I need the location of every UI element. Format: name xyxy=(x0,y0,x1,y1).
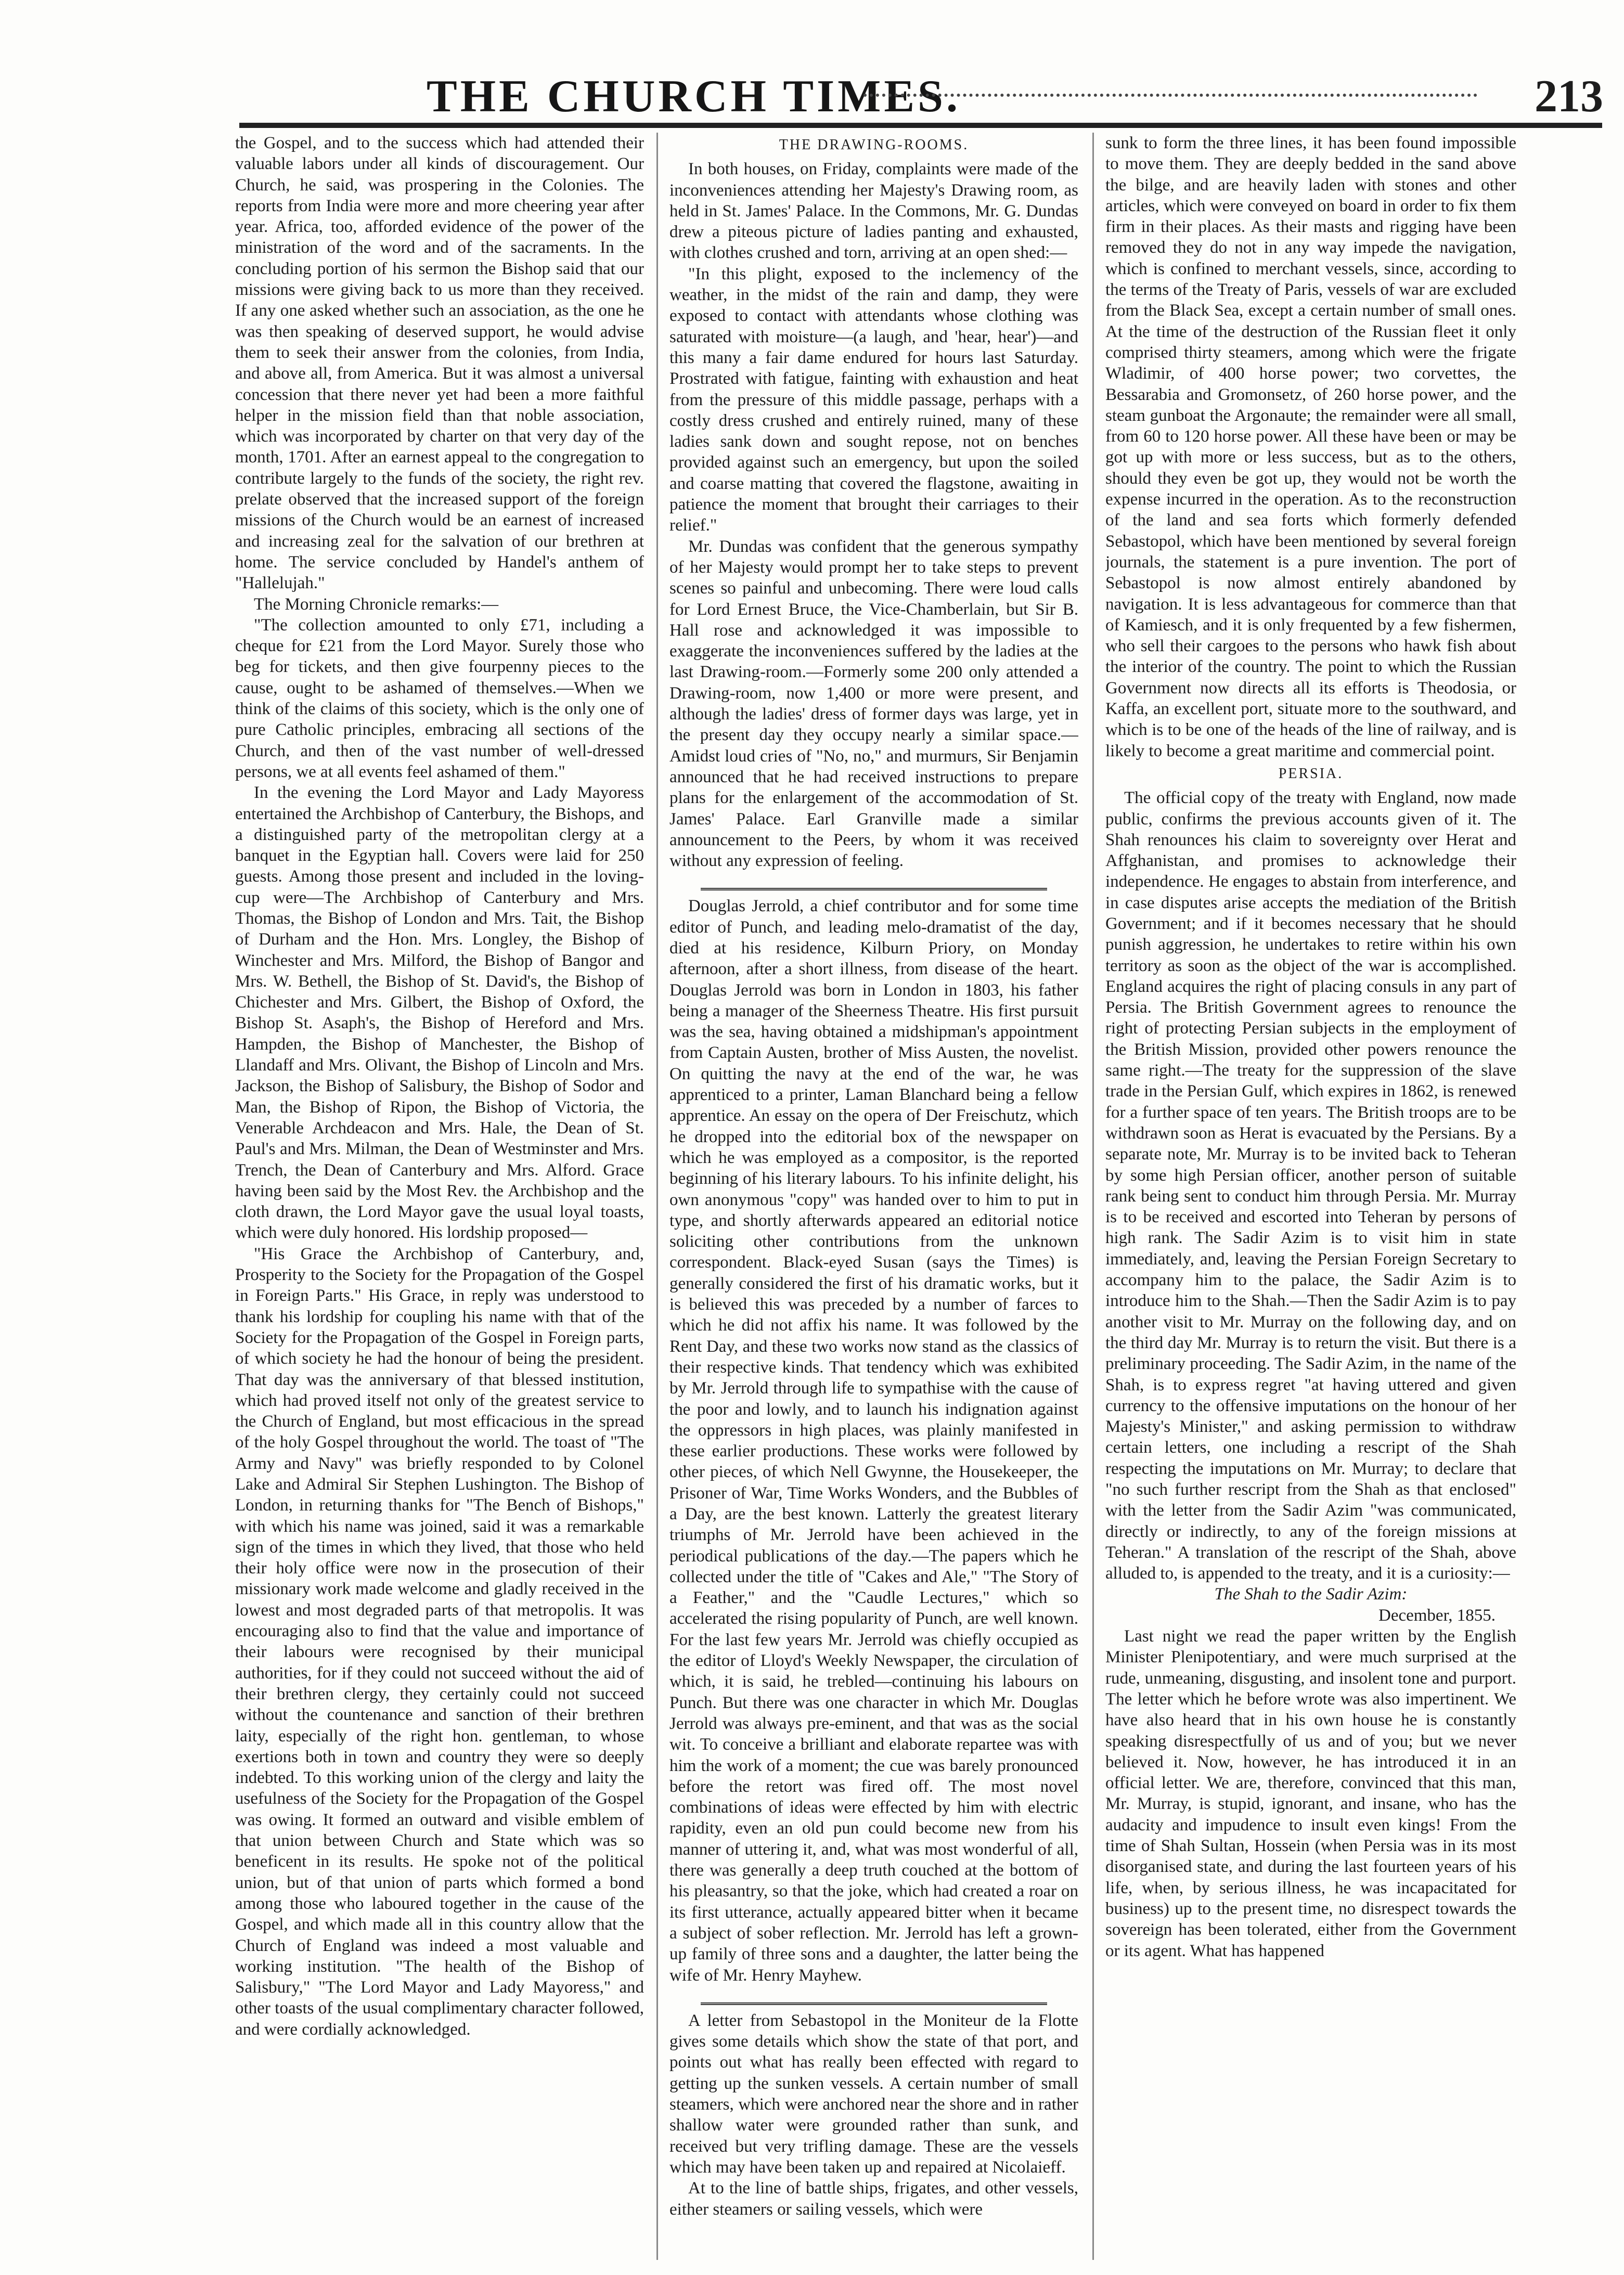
rescript-date: December, 1855. xyxy=(1378,1606,1496,1625)
article-paragraph: In the evening the Lord Mayor and Lady Mayoress entertained the Archbishop of Canterbury, the Bishops, and a distinguished party of the metropolitan clergy at a banquet in the Egyptian hall. Covers were laid for 250 guests. Among those present and included in the loving-cup were—The Archbishop of Canterbury and Mrs. Thomas, the Bishop of London and Mrs. Tait, the Bishop of Durham and the Hon. Mrs. Longley, the Bishop of Winchester and Mrs. Milford, the Bishop of Bangor and Mrs. W. Bethell, the Bishop of St. David's, the Bishop of Chichester and Mrs. Gilbert, the Bishop of Oxford, the Bishop St. Asaph's, the Bishop of Hereford and Mrs. Hampden, the Bishop of Manchester, the Bishop of Llandaff and Mrs. Olivant, the Bishop of Lincoln and Mrs. Jackson, the Bishop of Salisbury, the Bishop of Sodor and Man, the Bishop of Ripon, the Bishop of Victoria, the Venerable Archdeacon and Mrs. Hale, the Dean of St. Paul's and Mrs. Milman, the Dean of Westminster and Mrs. Trench, the Dean of Canterbury and Mrs. Alford. Grace having been said by the Most Rev. the Archbishop and the cloth drawn, the Lord Mayor gave the usual loyal toasts, which were duly honored. His lordship proposed— xyxy=(235,783,644,1243)
column-right xyxy=(1105,133,1516,2260)
article-paragraph: sunk to form the three lines, it has been found impossible to move them. They are deeply bedded in the sand above the bilge, and are heavily laden with stones and other articles, which were conveyed on board in order to fix them firm in their places. As their masts and rigging have been removed they do not in any way impede the navigation, which is confined to merchant vessels, since, according to the terms of the Treaty of Paris, vessels of war are excluded from the Black Sea, except a certain number of small ones. At the time of the destruction of the Russian fleet it only comprised thirty steamers, among which were the frigate Wladimir, of 400 horse power; two corvettes, the Bessarabia and Gromonsetz, of 260 horse power, and the steam gunboat the Argonaute; the remainder were all small, from 60 to 120 horse power. All these have been or may be got up with more or less success, but as to the others, should they even be got up, they would not be worth the expense incurred in the operation. As to the reconstruction of the land and sea forts which formerly defended Sebastopol, which have been mentioned by several foreign journals, the statement is a pure invention. The port of Sebastopol is now almost entirely abandoned by navigation. It is less advantageous for commerce than that of Kamiesch, and it is only frequented by a few fishermen, who sell their cargoes to the persons who hawk fish about the interior of the country. The point to which the Russian Government now directs all its efforts is Theodosia, or Kaffa, an excellent port, situate more to the southward, and which is to be one of the heads of the line of railway, and is likely to become a great maritime and commercial point. xyxy=(1105,134,1516,760)
article-paragraph: Mr. Dundas was confident that the generous sympathy of her Majesty would prompt her to take steps to prevent scenes so painful and unbecoming. There were loud calls for Lord Ernest Bruce, the Vice-Chamberlain, but Sir B. Hall rose and acknowledged it was impossible to exaggerate the inconveniences suffered by the ladies at the last Drawing-room.—Formerly some 200 only attended a Drawing-room, now 1,400 or more were present, and although the ladies' dress of former days was large, yet in the present day they occupy nearly a similar space.—Amidst loud cries of "No, no," and murmurs, Sir Benjamin announced that he had received instructions to prepare plans for the enlargement of the accommodation of St. James' Palace. Earl Granville made a similar announcement to the Peers, by whom it was received without any expression of feeling. xyxy=(669,537,1078,871)
section-heading: PERSIA. xyxy=(1278,765,1344,782)
section-heading: THE DRAWING-ROOMS. xyxy=(779,137,969,153)
article-paragraph: The official copy of the treaty with England, now made public, confirms the previous accounts given of it. The Shah renounces his claim to sovereignty over Herat and Affghanistan, and promises to acknowledge their independence. He engages to abstain from interference, and in case disputes arise accepts the mediation of the British Government; and if it becomes necessary that he should punish aggression, he undertakes to retire within his own territory as soon as the object of the war is accomplished. England acquires the right of placing consuls in any part of Persia. The British Government agrees to renounce the right of protecting Persian subjects in the employment of the British Mission, provided other powers renounce the same right.—The treaty for the suppression of the slave trade in the Persian Gulf, which expires in 1862, is renewed for a further space of ten years. The British troops are to be withdrawn soon as Herat is evacuated by the Persians. By a separate note, Mr. Murray is to be invited back to Teheran by some high Persian officer, another person of suitable rank being sent to conduct him through Persia. Mr. Murray is to be received and escorted into Teheran by persons of high rank. The Sadir Azim is to visit him in state immediately, and, leaving the Persian Foreign Secretary to accompany him to the palace, the Sadir Azim is to introduce him to the Shah.—Then the Sadir Azim is to pay another visit to Mr. Murray on the following day, and on the third day Mr. Murray is to return the visit. But there is a preliminary proceeding. The Sadir Azim, in the name of the Shah, is to express regret "at having uttered and given currency to the offensive imputations on the honour of her Majesty's Minister," and asking permission to withdraw certain letters, one including a rescript of the Shah respecting the imputations on Mr. Murray; to declare that "no such further rescript from the Shah as that enclosed" with the letter from the Sadir Azim "was communicated, directly or indirectly, to any of the foreign missions at Teheran." A translation of the rescript of the Shah, above alluded to, is appended to the treaty, and it is a curiosity:— xyxy=(1105,789,1516,1583)
rescript-heading: The Shah to the Sadir Azim: xyxy=(1214,1585,1408,1604)
article-paragraph: In both houses, on Friday, complaints were made of the inconveniences attending her Majesty's Drawing room, as held in St. James' Palace. In the Commons, Mr. G. Dundas drew a piteous picture of ladies panting and exhausted, with clothes crushed and torn, arriving at an open shed:— xyxy=(669,160,1078,263)
article-paragraph: The Morning Chronicle remarks:— xyxy=(254,594,499,614)
column-divider xyxy=(1092,133,1094,2260)
masthead-dotted-leader xyxy=(863,94,1477,97)
page-number: 213 xyxy=(1535,71,1603,122)
article-quote: "In this plight, exposed to the inclemency of the weather, in the midst of the rain and damp, they were exposed to contact with attendants whose clothing was saturated with moisture—(a laugh, and 'hear, hear')—and this many a fair dame endured for hours last Saturday. Prostrated with fatigue, fainting with exhaustion and heat from the pressure of this middle passage, perhaps with a costly dress crushed and entirely ruined, many of these ladies sank down and sought repose, not on benches provided against such an emergency, but upon the soiled and coarse matting that covered the flagstone, awaiting in patience the moment that brought their carriages to their relief." xyxy=(669,264,1078,535)
column-middle xyxy=(669,133,1078,2260)
masthead-rule xyxy=(239,123,1602,128)
article-paragraph: At to the line of battle ships, frigates, and other vessels, either steamers or sailing vessels, which were xyxy=(669,2179,1078,2219)
article-separator xyxy=(701,876,1047,890)
column-left xyxy=(235,133,644,2260)
article-paragraph: "His Grace the Archbishop of Canterbury, and, Prosperity to the Society for the Propagation of the Gospel in Foreign Parts." His Grace, in reply was understood to thank his lordship for coupling his name with that of the Society for the Propagation of the Gospel in Foreign parts, of which society he had the honour of being the president. That day was the anniversary of that blessed institution, which had proved itself not only of the greatest service to the Church of England, but most efficacious in the spread of the holy Gospel throughout the world. The toast of "The Army and Navy" was briefly responded to by Colonel Lake and Admiral Sir Stephen Lushington. The Bishop of London, in returning thanks for "The Bench of Bishops," with which his name was joined, said it was a remarkable sign of the times in which they lived, that those who held their holy office were now in the prosecution of their missionary work made welcome and gladly received in the lowest and most degraded parts of that metropolis. It was encouraging also to find that the value and importance of their labours were recognised by their municipal authorities, for if they could not succeed without the aid of their brethren clergy, they certainly could not succeed without the countenance and sanction of their brethren laity, especially of the right hon. gentleman, to whose exertions both in town and country they were so deeply indebted. To this working union of the clergy and laity the usefulness of the Society for the Propagation of the Gospel was owing. It formed an outward and visible emblem of that union between Church and State which was so beneficent in its results. He spoke not of the political union, but of that union of parts which formed a bond among those who laboured together in the cause of the Gospel, and which made all in this country allow that the Church of England was indeed a most valuable and working institution. "The health of the Bishop of Salisbury," "The Lord Mayor and Lady Mayoress," and other toasts of the usual complimentary character followed, and were cordially acknowledged. xyxy=(235,1244,644,2039)
article-paragraph: Douglas Jerrold, a chief contributor and for some time editor of Punch, and leading melo-dramatist of the day, died at his residence, Kilburn Priory, on Monday afternoon, after a short illness, from disease of the heart. Douglas Jerrold was born in London in 1803, his father being a manager of the Sheerness Theatre. His first pursuit was the sea, having obtained a midshipman's appointment from Captain Austen, brother of Miss Austen, the novelist. On quitting the navy at the end of the war, he was apprenticed to a printer, Laman Blanchard being a fellow apprentice. An essay on the opera of Der Freischutz, which he dropped into the editorial box of the newspaper on which he was employed as a compositor, is the reported beginning of his literary labours. To his infinite delight, his own anonymous "copy" was handed over to him to put in type, and shortly afterwards appeared an editorial notice soliciting other contributions from the unknown correspondent. Black-eyed Susan (says the Times) is generally considered the first of his dramatic works, but it is believed this was preceded by a number of farces to which he did not affix his name. It was followed by the Rent Day, and these two works now stand as the classics of their respective kinds. That tendency which was exhibited by Mr. Jerrold through life to sympathise with the cause of the poor and lowly, and to launch his indignation against the oppressors in high places, was plainly manifested in these earlier productions. These works were followed by other pieces, of which Nell Gwynne, the Housekeeper, the Prisoner of War, Time Works Wonders, and the Bubbles of a Day, are the best known. Latterly the greatest literary triumphs of Mr. Jerrold have been achieved in the periodical publications of the day.—The papers which he collected under the title of "Cakes and Ale," "The Story of a Feather," and the "Caudle Lectures," which so accelerated the rising popularity of Punch, are well known. For the last few years Mr. Jerrold was chiefly occupied as the editor of Lloyd's Weekly Newspaper, the circulation of which, it is said, he trebled—continuing his labours on Punch. But there was one character in which Mr. Douglas Jerrold was always pre-eminent, and that was as the social wit. To conceive a brilliant and elaborate repartee was with him the work of a moment; the cue was barely pronounced before the retort was fired off. The most novel combinations of ideas were effected by him with electric rapidity, even an old pun could become new from his manner of uttering it, and, what was most wonderful of all, there was generally a deep truth couched at the bottom of his pleasantry, so that the joke, which had created a roar on its first utterance, actually appeared bitter when it became a subject of sober reflection. Mr. Jerrold has left a grown-up family of three sons and a daughter, the latter being the wife of Mr. Henry Mayhew. xyxy=(669,897,1078,1985)
article-paragraph: A letter from Sebastopol in the Moniteur de la Flotte gives some details which show the state of that port, and points out what has really been effected with regard to getting up the sunken vessels. A certain number of small steamers, which were anchored near the shore and in rather shallow water were grounded rather than sunk, and received but very trifling damage. These are the vessels which may have been taken up and repaired at Nicolaieff. xyxy=(669,2011,1078,2177)
article-paragraph: Last night we read the paper written by the English Minister Plenipotentiary, and were much surprised at the rude, unmeaning, disgusting, and insolent tone and purport. The letter which he before wrote was also impertinent. We have also heard that in his own house he is constantly speaking disrespectfully of us and of you; but we never believed it. Now, however, he has introduced it in an official letter. We are, therefore, convinced that this man, Mr. Murray, is stupid, ignorant, and insane, who has the audacity and impudence to insult even kings! From the time of Shah Sultan, Hossein (when Persia was in its most disorganised state, and during the last fourteen years of his life, when, by serious illness, he was incapacitated for business) up to the present time, no disrespect towards the sovereign has been tolerated, either from the Government or its agent. What has happened xyxy=(1105,1627,1516,1960)
article-paragraph: the Gospel, and to the success which had attended their valuable labors under all kinds of discouragement. Our Church, he said, was prospering in the Colonies. The reports from India were more and more cheering year after year. Africa, too, afforded evidence of the power of the ministration of the word and of the sacraments. In the concluding portion of his sermon the Bishop said that our missions were giving back to us more than they received. If any one asked whether such an association, as the one he was then speaking of deserved support, he would advise them to seek their answer from the colonies, from India, and above all, from America. But it was almost a universal concession that there never yet had been a more faithful helper in the mission field than that noble association, which was incorporated by charter on that very day of the month, 1701. After an earnest appeal to the congregation to contribute largely to the funds of the society, the right rev. prelate observed that the increased support of the foreign missions of the Church would be an earnest of increased and increasing zeal for the salvation of our brethren at home. The service concluded by Handel's anthem of "Hallelujah." xyxy=(235,134,644,593)
article-separator xyxy=(701,1991,1047,2005)
page-title: THE CHURCH TIMES. xyxy=(427,71,961,122)
column-divider xyxy=(656,133,658,2260)
article-quote: "The collection amounted to only £71, including a cheque for £21 from the Lord Mayor. Surely those who beg for tickets, and then give fourpenny pieces to the cause, ought to be ashamed of themselves.—When we think of the claims of this society, which is the only one of pure Catholic principles, embracing all sections of the Church, and then of the vast number of well-dressed persons, we at all events feel ashamed of them." xyxy=(235,615,644,781)
